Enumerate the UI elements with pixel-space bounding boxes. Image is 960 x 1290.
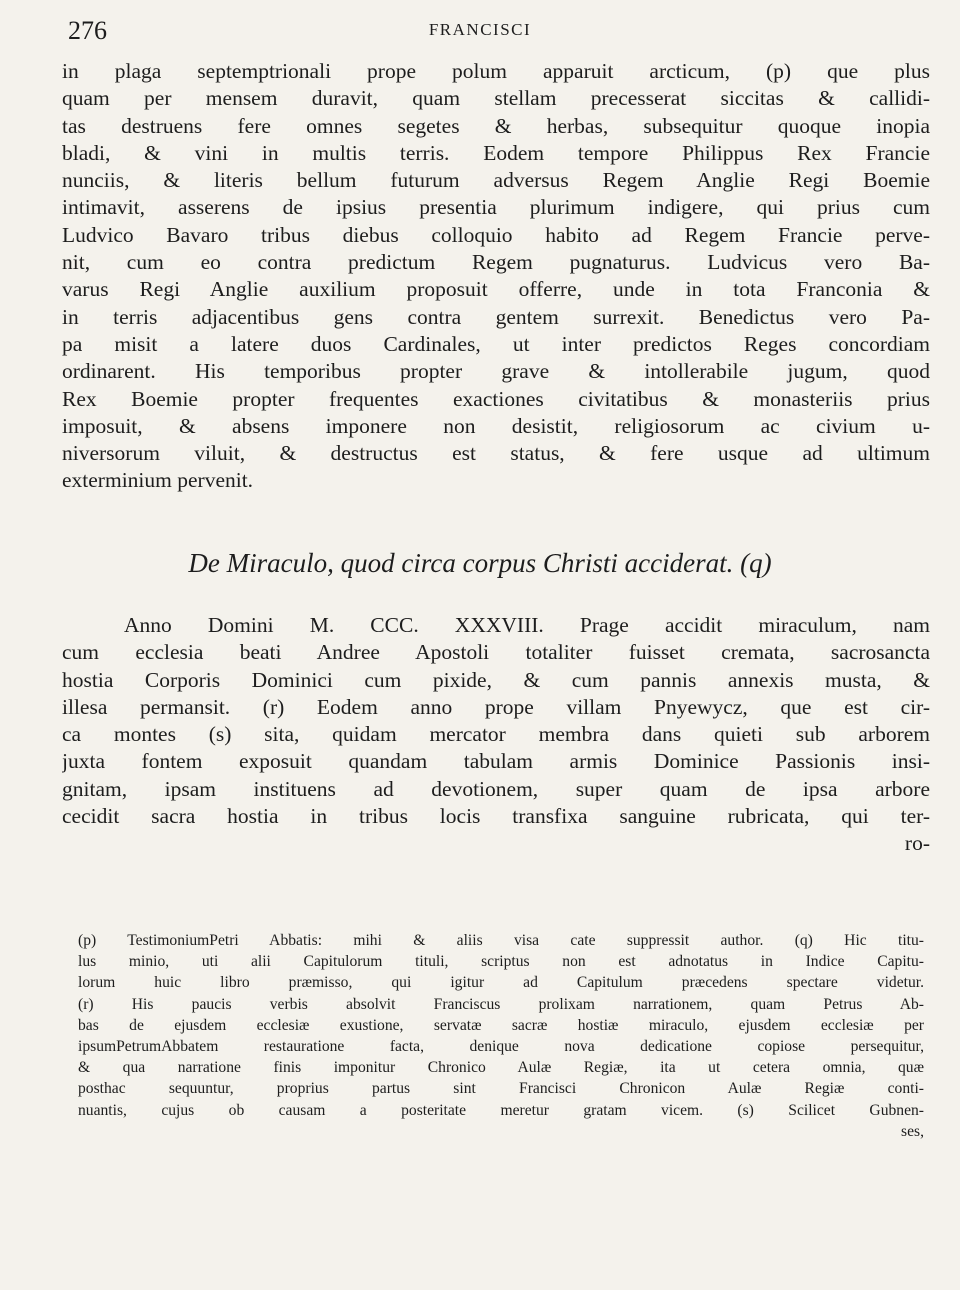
text-line: imposuit, & absens imponere non desistit, religiosorum ac civium u- [62,413,930,438]
text-line: quam per mensem duravit, quam stellam precesserat siccitas & callidi- [62,86,930,111]
main-paragraph-1 [62,58,930,495]
text-line: cecidit sacra hostia in tribus locis transfixa sanguine rubricata, qui ter- [62,804,930,829]
text-line: varus Regi Anglie auxilium proposuit offerre, unde in tota Franconia & [62,277,930,302]
footnote-line: ipsumPetrumAbbatem restauratione facta, denique nova dedicatione copiose persequitur, [78,1037,924,1055]
text-line: Rex Boemie propter frequentes exactiones civitatibus & monasteriis prius [62,386,930,411]
text-line: cum ecclesia beati Andree Apostoli totaliter fuisset cremata, sacrosancta [62,640,930,665]
text-line: nit, cum eo contra predictum Regem pugnaturus. Ludvicus vero Ba- [62,250,930,275]
running-title: FRANCISCI [428,20,532,39]
text-line: tas destruens fere omnes segetes & herbas, subsequitur quoque inopia [62,113,930,138]
text-line: Anno Domini M. CCC. XXXVIII. Prage accidit miraculum, nam [124,613,930,637]
text-line: intimavit, asserens de ipsius presentia plurimum indigere, qui prius cum [62,195,930,220]
footnote-line: & qua narratione finis imponitur Chronico Aulæ Regiæ, ita ut cetera omnia, quæ [78,1059,924,1077]
page-number: 276 [68,16,107,45]
footnotes [78,930,924,1142]
footnote-line: bas de ejusdem ecclesiæ exustione, servatæ sacræ hostiæ miraculo, ejusdem ecclesiæ per [78,1016,924,1034]
footnote-line: (r) His paucis verbis absolvit Franciscus prolixam narrationem, quam Petrus Ab- [78,995,924,1013]
catchword: ro- [904,831,930,856]
text-line: niversorum viluit, & destructus est status, & fere usque ad ultimum [62,441,930,466]
footnote-line: lus minio, uti alii Capitulorum tituli, scriptus non est adnotatus in Indice Capitu- [78,953,924,971]
text-line: gnitam, ipsam instituens ad devotionem, super quam de ipsa arbore [62,776,930,801]
text-line: pa misit a latere duos Cardinales, ut inter predictos Reges concordiam [62,331,930,356]
text-line: Ludvico Bavaro tribus diebus colloquio habito ad Regem Francie perve- [62,222,930,247]
text-line: illesa permansit. (r) Eodem anno prope villam Pnyewycz, que est cir- [62,694,930,719]
section-title: De Miraculo, quod circa corpus Christi acciderat. (q) [188,548,772,578]
text-line: ca montes (s) sita, quidam mercator membra dans quieti sub arborem [62,722,930,747]
text-line: bladi, & vini in multis terris. Eodem tempore Philippus Rex Francie [62,140,930,165]
footnote-line: lorum huic libro præmisso, qui igitur ad Capitulum præcedens spectare videtur. [78,974,924,992]
main-paragraph-2 [62,612,930,858]
footnote-line: (p) TestimoniumPetri Abbatis: mihi & aliis visa cate suppressit author. (q) Hic titu- [78,932,924,949]
text-line: exterminium pervenit. [62,468,254,493]
footnote-catchword: ses, [901,1122,924,1140]
footnote-line: posthac sequuntur, proprius partus sint Francisci Chronicon Aulæ Regiæ conti- [78,1080,924,1098]
text-line: in terris adjacentibus gens contra gentem surrexit. Benedictus vero Pa- [62,304,930,329]
text-line: juxta fontem exposuit quandam tabulam armis Dominice Passionis insi- [62,749,930,774]
text-line: ordinarent. His temporibus propter grave & intollerabile jugum, quod [62,359,930,384]
text-line: in plaga septemptrionali prope polum apparuit arcticum, (p) que plus [62,59,930,83]
footnote-line: nuantis, cujus ob causam a posteritate meretur gratam vicem. (s) Scilicet Gubnen- [78,1101,924,1119]
text-line: hostia Corporis Dominici cum pixide, & cum pannis annexis musta, & [62,667,930,692]
text-line: nunciis, & literis bellum futurum adversus Regem Anglie Regi Boemie [62,168,930,193]
